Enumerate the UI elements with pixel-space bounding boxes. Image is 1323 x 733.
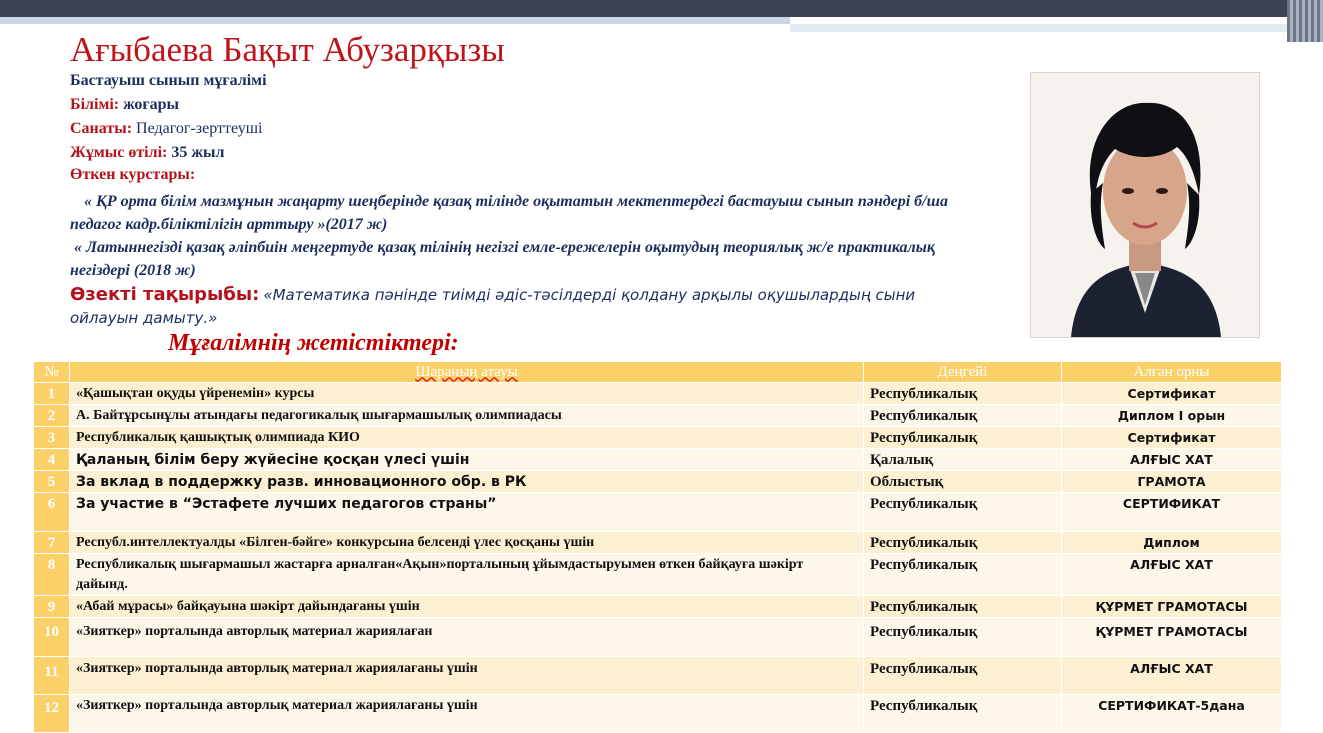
row-level: Республикалық <box>864 554 1062 596</box>
row-level: Облыстық <box>864 471 1062 493</box>
row-event: Қаланың білім беру жүйесіне қосқан үлесі үшін <box>70 449 864 471</box>
achievements-table <box>33 361 1282 733</box>
row-number: 8 <box>34 554 70 596</box>
row-place: Диплом І орын <box>1062 405 1282 427</box>
table-row <box>34 383 1282 405</box>
row-number: 3 <box>34 427 70 449</box>
row-event: Республикалық шығармашыл жастарға арналған«Ақын»порталының ұйымдастыруымен өткен байқауға шәкірт дайынд. <box>70 554 864 596</box>
experience-line <box>70 144 224 162</box>
row-number: 2 <box>34 405 70 427</box>
education-line <box>70 96 179 114</box>
row-level: Республикалық <box>864 493 1062 532</box>
table-row <box>34 618 1282 657</box>
row-number: 1 <box>34 383 70 405</box>
table-row <box>34 532 1282 554</box>
teacher-name: Ағыбаева Бақыт Абузарқызы <box>70 30 505 69</box>
row-number: 4 <box>34 449 70 471</box>
row-level: Республикалық <box>864 657 1062 695</box>
slide-top-stripe <box>0 17 790 24</box>
row-number: 12 <box>34 695 70 733</box>
row-event: За участие в “Эстафете лучших педагогов страны” <box>70 493 864 532</box>
experience-value: 35 жыл <box>171 144 225 161</box>
row-place: ҚҰРМЕТ ГРАМОТАСЫ <box>1062 618 1282 657</box>
table-row <box>34 427 1282 449</box>
teacher-position: Бастауыш сынып мұғалімі <box>70 72 267 89</box>
row-level: Республикалық <box>864 383 1062 405</box>
education-value: жоғары <box>123 96 179 113</box>
row-number: 10 <box>34 618 70 657</box>
row-number: 5 <box>34 471 70 493</box>
row-event: «Қашықтан оқуды үйренемін» курсы <box>70 383 864 405</box>
category-label: Санаты: <box>70 120 133 137</box>
row-event: За вклад в поддержку разв. инновационного обр. в РК <box>70 471 864 493</box>
slide-top-bar <box>0 0 1323 17</box>
row-event: «Зияткер» порталында авторлық материал жариялағаны үшін <box>70 695 864 733</box>
row-event: Республикалық қашықтық олимпиада КИО <box>70 427 864 449</box>
row-place: ҚҰРМЕТ ГРАМОТАСЫ <box>1062 596 1282 618</box>
slide-corner-decoration <box>1287 0 1323 42</box>
row-place: Сертификат <box>1062 383 1282 405</box>
row-place: АЛҒЫС ХАТ <box>1062 657 1282 695</box>
topic-label: Өзекті тақырыбы: <box>70 284 260 305</box>
col-header-event: Шараның атауы <box>70 362 864 383</box>
table-row <box>34 596 1282 618</box>
row-place: Сертификат <box>1062 427 1282 449</box>
table-row <box>34 471 1282 493</box>
topic-value: «Математика пәнінде тиімді әдіс-тәсілдерді қолдану арқылы оқушылардың сыни ойлауын дамыту.» <box>70 286 916 327</box>
row-number: 11 <box>34 657 70 695</box>
col-header-number: № <box>34 362 70 383</box>
slide-top-stripe-right <box>790 24 1290 32</box>
row-level: Республикалық <box>864 427 1062 449</box>
row-number: 7 <box>34 532 70 554</box>
row-place: Диплом <box>1062 532 1282 554</box>
category-line <box>70 120 262 138</box>
topic-block <box>70 283 950 330</box>
table-row <box>34 657 1282 695</box>
achievements-title: Мұғалімнің жетістіктері: <box>168 330 459 356</box>
row-event: «Зияткер» порталында авторлық материал жариялағаны үшін <box>70 657 864 695</box>
teacher-photo <box>1030 72 1260 338</box>
table-row <box>34 449 1282 471</box>
row-place: ГРАМОТА <box>1062 471 1282 493</box>
row-number: 6 <box>34 493 70 532</box>
course-item: « Латыннегізді қазақ әліпбиін меңгертуде қазақ тілінің негізгі емле-ережелерін оқытудың теориялық ж/е практикалық негіздері (2018 ж) <box>70 239 935 279</box>
row-level: Республикалық <box>864 405 1062 427</box>
table-row <box>34 554 1282 596</box>
row-place: АЛҒЫС ХАТ <box>1062 554 1282 596</box>
row-place: СЕРТИФИКАТ <box>1062 493 1282 532</box>
table-row <box>34 695 1282 733</box>
col-header-place: Алған орны <box>1062 362 1282 383</box>
category-value: Педагог-зерттеуші <box>136 120 263 137</box>
row-level: Республикалық <box>864 532 1062 554</box>
row-event: «Абай мұрасы» байқауына шәкірт дайындағаны үшін <box>70 596 864 618</box>
experience-label: Жұмыс өтілі: <box>70 144 168 161</box>
row-place: АЛҒЫС ХАТ <box>1062 449 1282 471</box>
row-event: А. Байтұрсынұлы атындағы педагогикалық шығармашылық олимпиадасы <box>70 405 864 427</box>
education-label: Білімі: <box>70 96 120 113</box>
row-level: Республикалық <box>864 596 1062 618</box>
row-event: Республ.интеллектуалды «Білген-бәйге» конкурсына белсенді үлес қосқаны үшін <box>70 532 864 554</box>
row-level: Қалалық <box>864 449 1062 471</box>
row-level: Республикалық <box>864 618 1062 657</box>
row-event: «Зияткер» порталында авторлық материал жариялаған <box>70 618 864 657</box>
course-item: « ҚР орта білім мазмұнын жаңарту шеңберінде қазақ тілінде оқытатын мектептердегі бастауыш сынып пәндері б/ша педагог кадр.біліктілігін арттыру »(2017 ж) <box>70 193 948 233</box>
row-place: СЕРТИФИКАТ-5дана <box>1062 695 1282 733</box>
col-header-level: Деңгейі <box>864 362 1062 383</box>
courses-label: Өткен курстары: <box>70 166 196 183</box>
row-level: Республикалық <box>864 695 1062 733</box>
row-number: 9 <box>34 596 70 618</box>
table-row <box>34 405 1282 427</box>
table-row <box>34 493 1282 532</box>
